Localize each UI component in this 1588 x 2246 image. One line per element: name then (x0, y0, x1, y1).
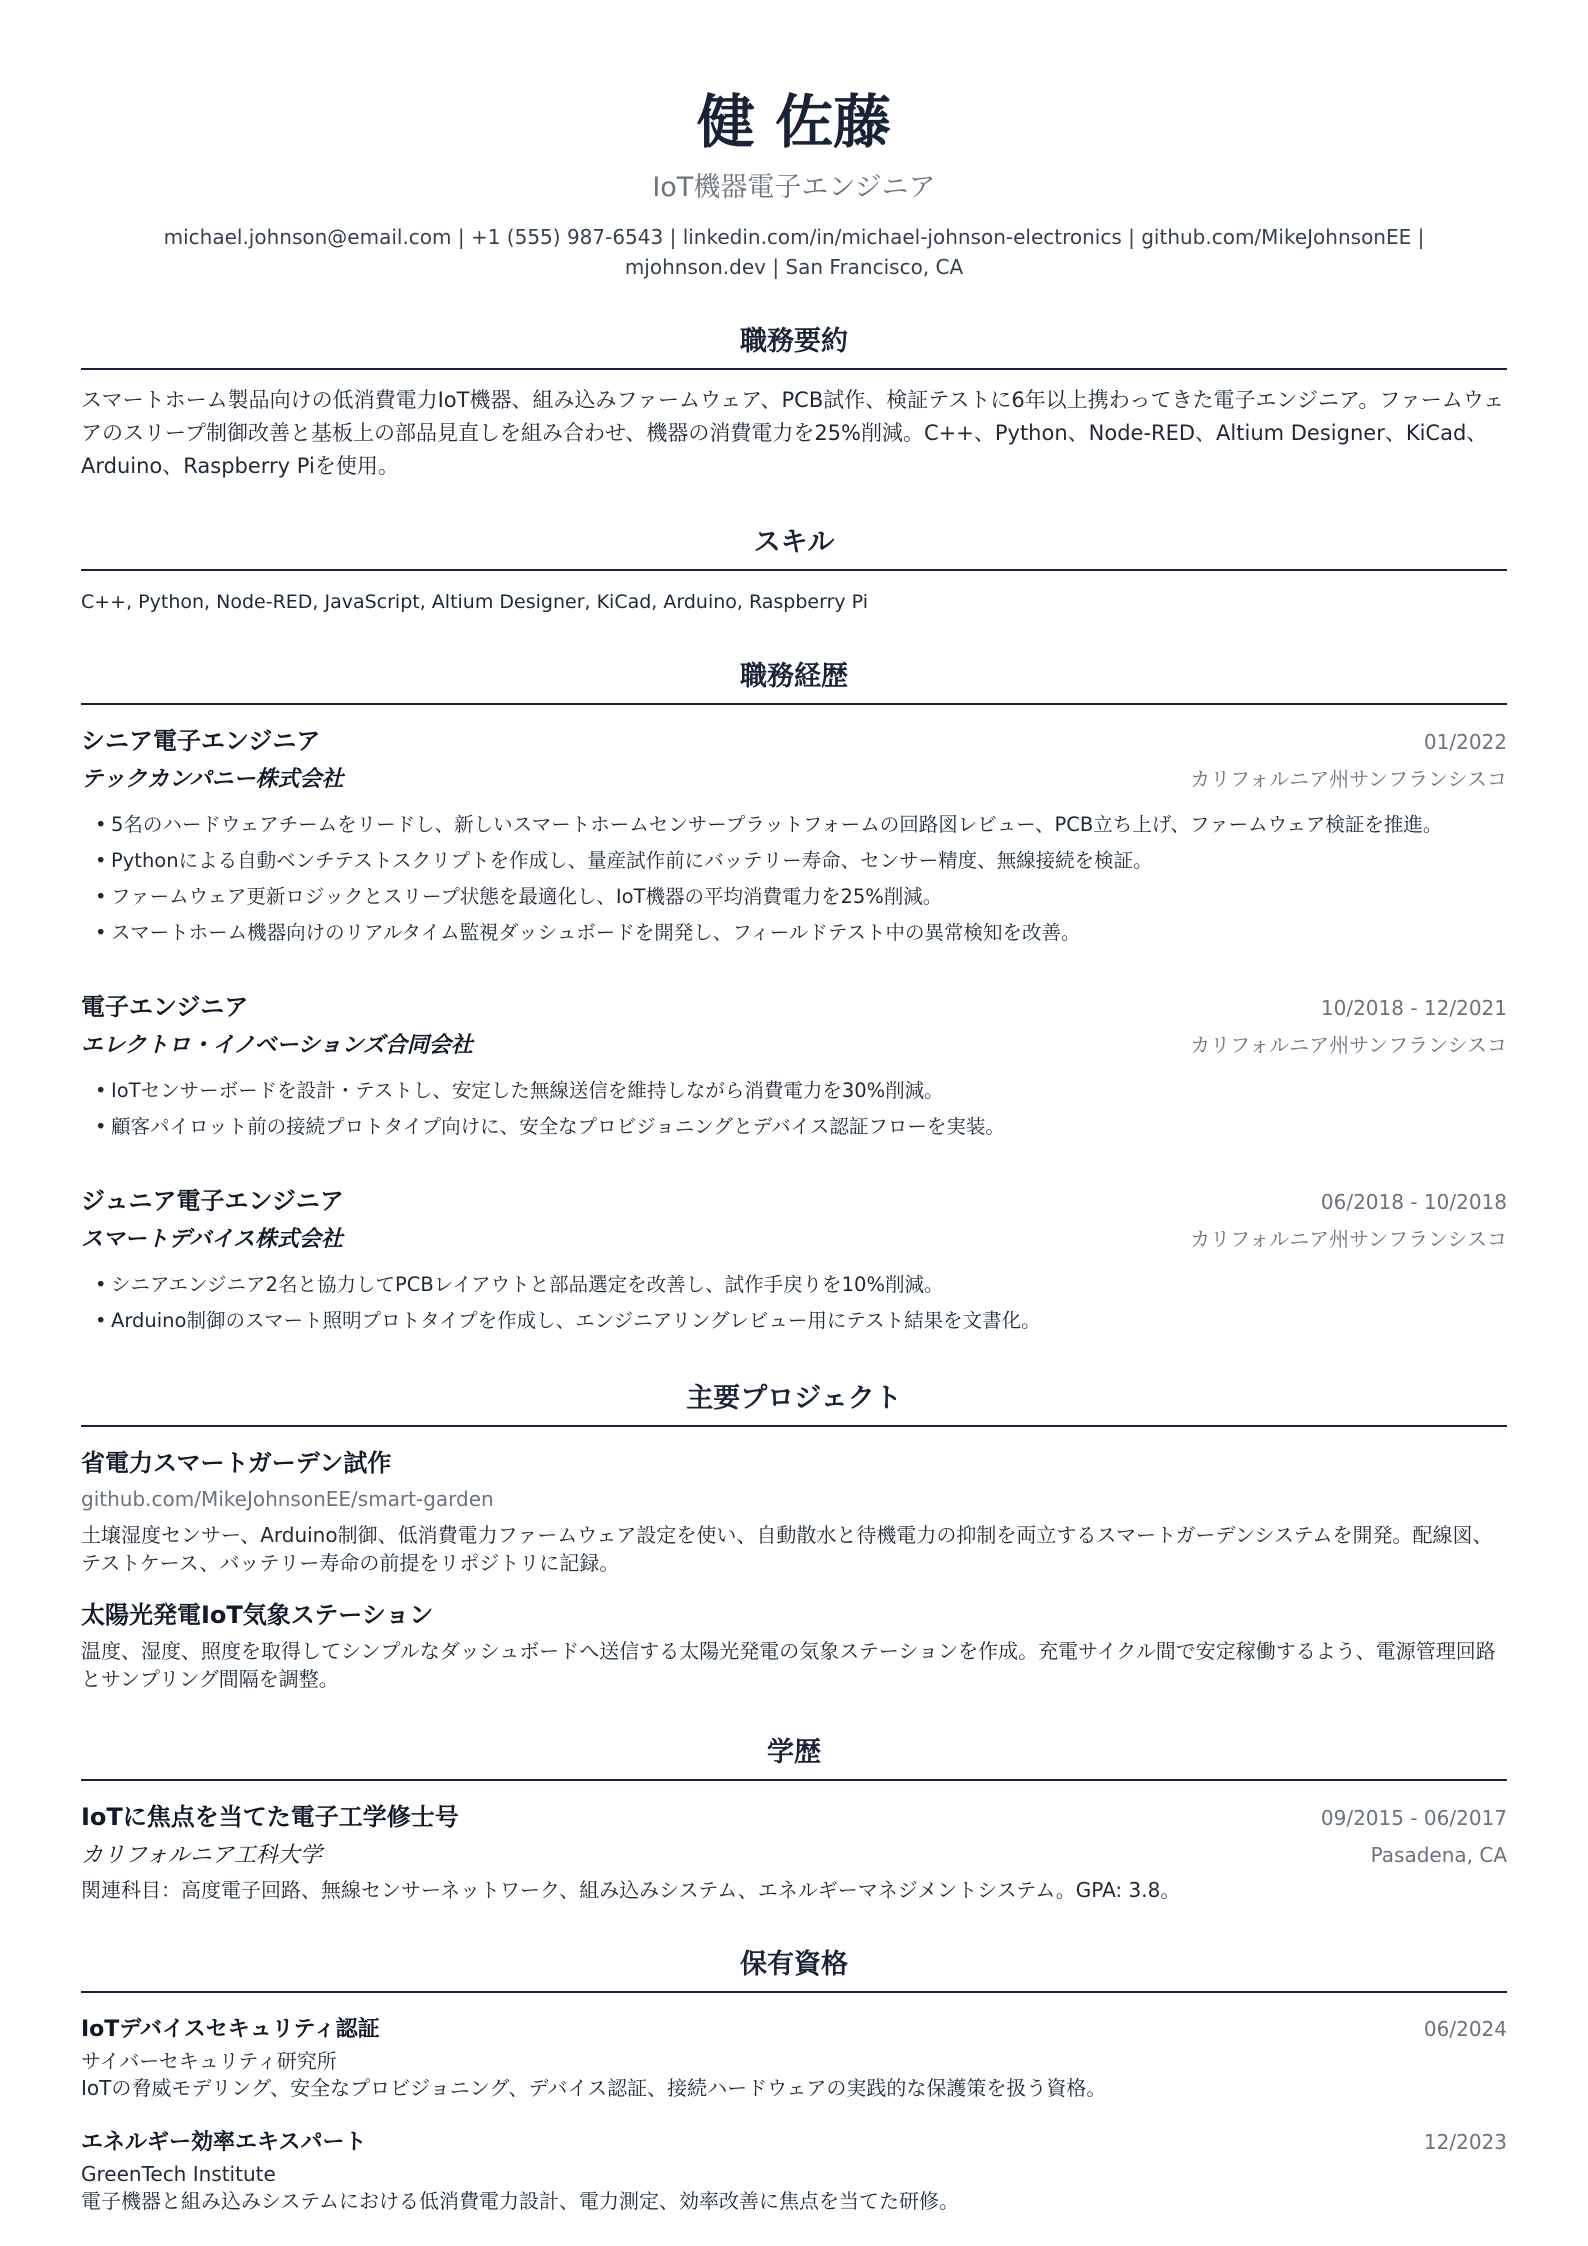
job-bullets (81, 1267, 1507, 1339)
job-bullet: • シニアエンジニア2名と協力してPCBレイアウトと部品選定を改善し、試作手戻りを10%削減。 (95, 1267, 1507, 1303)
job-bullet: • スマートホーム機器向けのリアルタイム監視ダッシュボードを開発し、フィールドテスト中の異常検知を改善。 (95, 915, 1507, 951)
experience-section (81, 659, 1507, 1339)
certification-title: エネルギー効率エキスパート (81, 2130, 367, 2155)
certification-date: 12/2023 (1423, 2130, 1507, 2154)
job-date: 10/2018 - 12/2021 (1320, 996, 1507, 1020)
certification-issuer: GreenTech Institute (81, 2162, 276, 2186)
job-title: ジュニア電子エンジニア (81, 1187, 344, 1215)
education-entry (81, 1799, 1507, 1905)
project-entry (81, 1445, 1507, 1577)
education-note: 関連科目：高度電子回路、無線センサーネットワーク、組み込みシステム、エネルギーマネジメントシステム。GPA: 3.8。 (81, 1878, 1181, 1902)
job-bullets (81, 807, 1507, 951)
certification-entry (81, 2011, 1507, 2102)
certification-title: IoTデバイスセキュリティ認証 (81, 2017, 380, 2042)
section-heading: 主要プロジェクト (81, 1381, 1507, 1427)
job-date: 01/2022 (1423, 730, 1507, 754)
resume-page (0, 86, 1588, 2246)
job-bullet: • IoTセンサーボードを設計・テストし、安定した無線送信を維持しながら消費電力を30%削減。 (95, 1073, 1507, 1109)
job-location: カリフォルニア州サンフランシスコ (1190, 1227, 1507, 1251)
contact-line: michael.johnson@email.com | +1 (555) 987-6543 | linkedin.com/in/michael-johnson-electronics | github.com/MikeJohnsonEE | mjohnson.dev | San Francisco, CA (163, 225, 1425, 279)
job-bullets (81, 1073, 1507, 1145)
section-heading: 職務要約 (81, 324, 1507, 370)
skills-section (81, 525, 1507, 617)
skills-text: C++, Python, Node-RED, JavaScript, Altium Designer, KiCad, Arduino, Raspberry Pi (81, 591, 868, 613)
certifications-section (81, 1947, 1507, 2215)
section-heading: 学歴 (81, 1735, 1507, 1781)
section-heading: 保有資格 (81, 1947, 1507, 1993)
certification-entry (81, 2124, 1507, 2215)
job-date: 06/2018 - 10/2018 (1320, 1190, 1507, 1214)
certification-description: IoTの脅威モデリング、安全なプロビジョニング、デバイス認証、接続ハードウェアの実践的な保護策を扱う資格。 (81, 2076, 1107, 2100)
section-heading: スキル (81, 525, 1507, 571)
job-bullet: • Arduino制御のスマート照明プロトタイプを作成し、エンジニアリングレビュー用にテスト結果を文書化。 (95, 1303, 1507, 1339)
school-location: Pasadena, CA (1370, 1843, 1507, 1867)
job-location: カリフォルニア州サンフランシスコ (1190, 767, 1507, 791)
project-entry (81, 1597, 1507, 1693)
job-bullet: • Pythonによる自動ベンチテストスクリプトを作成し、量産試作前にバッテリー寿命、センサー精度、無線接続を検証。 (95, 843, 1507, 879)
certification-date: 06/2024 (1423, 2017, 1507, 2041)
job-entry (81, 723, 1507, 951)
job-company: スマートデバイス株式会社 (81, 1227, 344, 1252)
summary-text: スマートホーム製品向けの低消費電力IoT機器、組み込みファームウェア、PCB試作、検証テストに6年以上携わってきた電子エンジニア。ファームウェアのスリープ制御改善と基板上の部品見直しを組み合わせ、機器の消費電力を25%削減。C++、Python、Node-RED、Altium Designer、KiCad、Arduino、Raspberry Piを使用。 (81, 388, 1505, 478)
project-title: 省電力スマートガーデン試作 (81, 1449, 392, 1477)
job-entry (81, 989, 1507, 1145)
projects-section (81, 1381, 1507, 1693)
school-name: カリフォルニア工科大学 (81, 1843, 322, 1868)
project-description: 温度、湿度、照度を取得してシンプルなダッシュボードへ送信する太陽光発電の気象ステーションを作成。充電サイクル間で安定稼働するよう、電源管理回路とサンプリング間隔を調整。 (81, 1639, 1496, 1691)
education-date: 09/2015 - 06/2017 (1320, 1806, 1507, 1830)
job-bullet: • 5名のハードウェアチームをリードし、新しいスマートホームセンサープラットフォームの回路図レビュー、PCB立ち上げ、ファームウェア検証を推進。 (95, 807, 1507, 843)
certification-issuer: サイバーセキュリティ研究所 (81, 2049, 337, 2073)
job-title: シニア電子エンジニア (81, 727, 321, 755)
section-heading: 職務経歴 (81, 659, 1507, 705)
certification-description: 電子機器と組み込みシステムにおける低消費電力設計、電力測定、効率改善に焦点を当てた研修。 (81, 2189, 959, 2213)
candidate-title: IoT機器電子エンジニア (652, 172, 936, 203)
degree-title: IoTに焦点を当てた電子工学修士号 (81, 1803, 459, 1831)
summary-section (81, 324, 1507, 483)
candidate-name: 健 佐藤 (696, 88, 892, 156)
job-company: エレクトロ・イノベーションズ合同会社 (81, 1033, 473, 1058)
project-title: 太陽光発電IoT気象ステーション (81, 1601, 434, 1629)
job-company: テックカンパニー株式会社 (81, 767, 344, 792)
job-bullet: • ファームウェア更新ロジックとスリープ状態を最適化し、IoT機器の平均消費電力を25%削減。 (95, 879, 1507, 915)
project-link[interactable]: github.com/MikeJohnsonEE/smart-garden (81, 1487, 494, 1511)
project-description: 土壌湿度センサー、Arduino制御、低消費電力ファームウェア設定を使い、自動散水と待機電力の抑制を両立するスマートガーデンシステムを開発。配線図、テストケース、バッテリー寿命の前提をリポジトリに記録。 (81, 1523, 1493, 1575)
job-location: カリフォルニア州サンフランシスコ (1190, 1033, 1507, 1057)
education-section (81, 1735, 1507, 1905)
job-title: 電子エンジニア (81, 993, 249, 1021)
job-entry (81, 1183, 1507, 1339)
job-bullet: • 顧客パイロット前の接続プロトタイプ向けに、安全なプロビジョニングとデバイス認証フローを実装。 (95, 1109, 1507, 1145)
